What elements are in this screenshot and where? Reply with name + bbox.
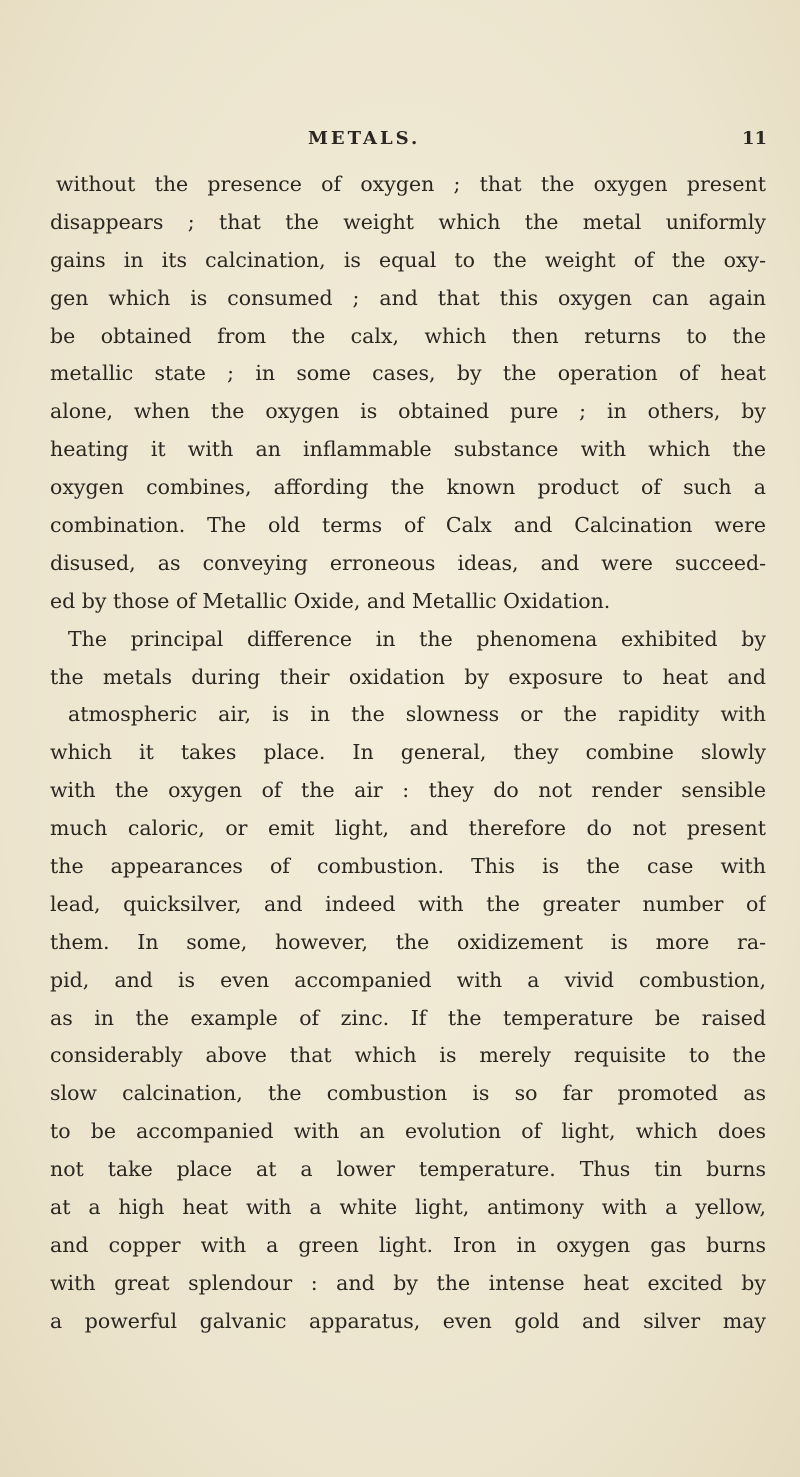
text-line: pid, and is even accompanied with a vivid combustion,: [50, 967, 766, 992]
text-line: to be accompanied with an evolution of light, which does: [50, 1119, 766, 1144]
text-line: as in the example of zinc. If the temperature be raised: [50, 1005, 766, 1030]
text-line: be obtained from the calx, which then returns to the: [50, 323, 766, 348]
text-line: a powerful galvanic apparatus, even gold and silver may: [50, 1308, 766, 1333]
text-line: slow calcination, the combustion is so far promoted as: [50, 1081, 766, 1106]
running-head: [0, 128, 800, 158]
text-line: gains in its calcination, is equal to the weight of the oxy-: [50, 247, 766, 272]
text-line: which it takes place. In general, they combine slowly: [50, 740, 766, 765]
text-line: heating it with an inflammable substance with which the: [50, 437, 766, 462]
page-number: 11: [742, 128, 768, 149]
text-line: The principal difference in the phenomena exhibited by: [68, 626, 766, 651]
text-line: considerably above that which is merely requisite to the: [50, 1043, 766, 1068]
text-line: combination. The old terms of Calx and Calcination were: [50, 513, 766, 538]
text-line: and copper with a green light. Iron in oxygen gas burns: [50, 1232, 766, 1257]
text-line: the appearances of combustion. This is the case with: [50, 854, 766, 879]
text-line: without the presence of oxygen ; that the oxygen present: [56, 172, 766, 196]
text-line: disused, as conveying erroneous ideas, and were succeed-: [50, 550, 766, 575]
body-text: [50, 166, 766, 1341]
text-line: much caloric, or emit light, and therefore do not present: [50, 816, 766, 841]
text-line: lead, quicksilver, and indeed with the greater number of: [50, 891, 766, 916]
text-line: disappears ; that the weight which the metal uniformly: [50, 209, 766, 234]
text-line: them. In some, however, the oxidizement is more ra-: [50, 929, 766, 954]
text-line: the metals during their oxidation by exposure to heat and: [50, 664, 766, 689]
text-line: oxygen combines, affording the known product of such a: [50, 475, 766, 500]
text-line: gen which is consumed ; and that this oxygen can again: [50, 285, 766, 310]
text-line: not take place at a lower temperature. Thus tin burns: [50, 1157, 766, 1182]
text-line: at a high heat with a white light, antimony with a yellow,: [50, 1195, 766, 1220]
text-line: alone, when the oxygen is obtained pure ; in others, by: [50, 399, 766, 424]
text-line: atmospheric air, is in the slowness or the rapidity with: [68, 702, 766, 727]
text-line: ed by those of Metallic Oxide, and Metallic Oxidation.: [50, 588, 611, 613]
text-line: metallic state ; in some cases, by the operation of heat: [50, 361, 766, 386]
text-line: with the oxygen of the air : they do not render sensible: [50, 778, 766, 803]
text-line: with great splendour : and by the intense heat excited by: [50, 1270, 766, 1295]
running-head-title: METALS.: [308, 128, 421, 149]
